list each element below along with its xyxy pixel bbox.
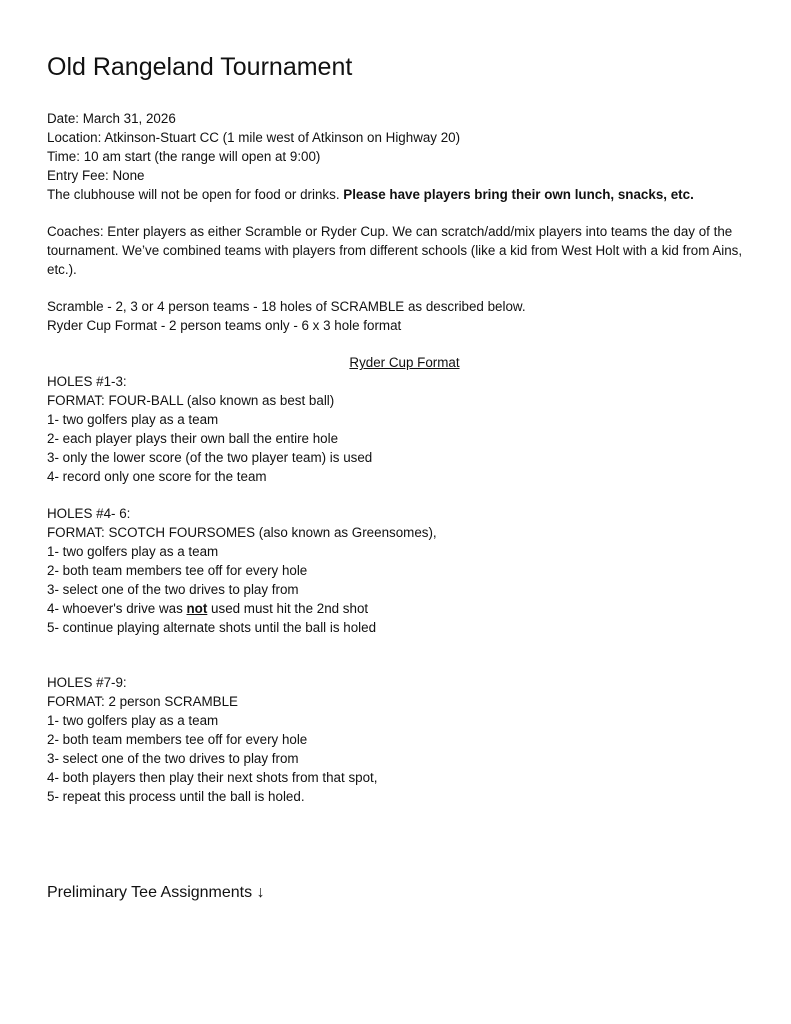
event-info bbox=[47, 109, 762, 204]
entry-fee-line: Entry Fee: None bbox=[47, 168, 145, 183]
scramble-format-line: Scramble - 2, 3 or 4 person teams - 18 holes of SCRAMBLE as described below. bbox=[47, 299, 526, 314]
holes-7-9-section bbox=[47, 673, 762, 806]
holes-7-9-heading: HOLES #7-9: bbox=[47, 675, 127, 690]
clubhouse-line bbox=[47, 185, 762, 204]
list-item: 2- both team members tee off for every hole bbox=[47, 563, 308, 578]
list-item: 3- select one of the two drives to play from bbox=[47, 582, 299, 597]
holes-1-3-format: FORMAT: FOUR-BALL (also known as best ball) bbox=[47, 393, 335, 408]
preliminary-tee-assignments: Preliminary Tee Assignments ↓ bbox=[47, 884, 265, 901]
holes-7-9-format: FORMAT: 2 person SCRAMBLE bbox=[47, 694, 238, 709]
clubhouse-note-bold: Please have players bring their own lunch, snacks, etc. bbox=[343, 187, 694, 202]
holes-4-6-section bbox=[47, 504, 762, 637]
holes-4-6-heading: HOLES #4- 6: bbox=[47, 506, 131, 521]
date-line: Date: March 31, 2026 bbox=[47, 111, 176, 126]
location-line: Location: Atkinson-Stuart CC (1 mile west of Atkinson on Highway 20) bbox=[47, 130, 461, 145]
list-item: 1- two golfers play as a team bbox=[47, 412, 219, 427]
list-item: 1- two golfers play as a team bbox=[47, 544, 219, 559]
list-item: 5- repeat this process until the ball is holed. bbox=[47, 789, 305, 804]
list-item: 4- record only one score for the team bbox=[47, 469, 267, 484]
step4-suffix: used must hit the 2nd shot bbox=[207, 601, 369, 616]
list-item: 2- each player plays their own ball the entire hole bbox=[47, 431, 339, 446]
holes-4-6-format: FORMAT: SCOTCH FOURSOMES (also known as Greensomes), bbox=[47, 525, 437, 540]
list-item: 5- continue playing alternate shots until the ball is holed bbox=[47, 620, 377, 635]
list-item: 3- only the lower score (of the two player team) is used bbox=[47, 450, 373, 465]
ryder-cup-section bbox=[47, 353, 762, 486]
ryder-cup-format-line: Ryder Cup Format - 2 person teams only - 6 x 3 hole format bbox=[47, 318, 402, 333]
holes-1-3-heading: HOLES #1-3: bbox=[47, 374, 127, 389]
list-item bbox=[47, 599, 762, 618]
ryder-cup-heading: Ryder Cup Format bbox=[349, 355, 460, 370]
clubhouse-note: The clubhouse will not be open for food or drinks. bbox=[47, 187, 344, 202]
page-title: Old Rangeland Tournament bbox=[47, 53, 353, 81]
list-item: 2- both team members tee off for every hole bbox=[47, 732, 308, 747]
format-summary bbox=[47, 297, 762, 335]
list-item: 1- two golfers play as a team bbox=[47, 713, 219, 728]
step4-emphasis: not bbox=[186, 601, 208, 616]
coaches-paragraph: Coaches: Enter players as either Scramble or Ryder Cup. We can scratch/add/mix players into teams the day of the tournament. We’ve combined teams with players from different schools (like a kid from West Holt with a kid from Ains, etc.). bbox=[47, 224, 743, 277]
list-item: 3- select one of the two drives to play from bbox=[47, 751, 299, 766]
time-line: Time: 10 am start (the range will open at 9:00) bbox=[47, 149, 321, 164]
step4-prefix: 4- whoever's drive was bbox=[47, 601, 187, 616]
list-item: 4- both players then play their next shots from that spot, bbox=[47, 770, 378, 785]
